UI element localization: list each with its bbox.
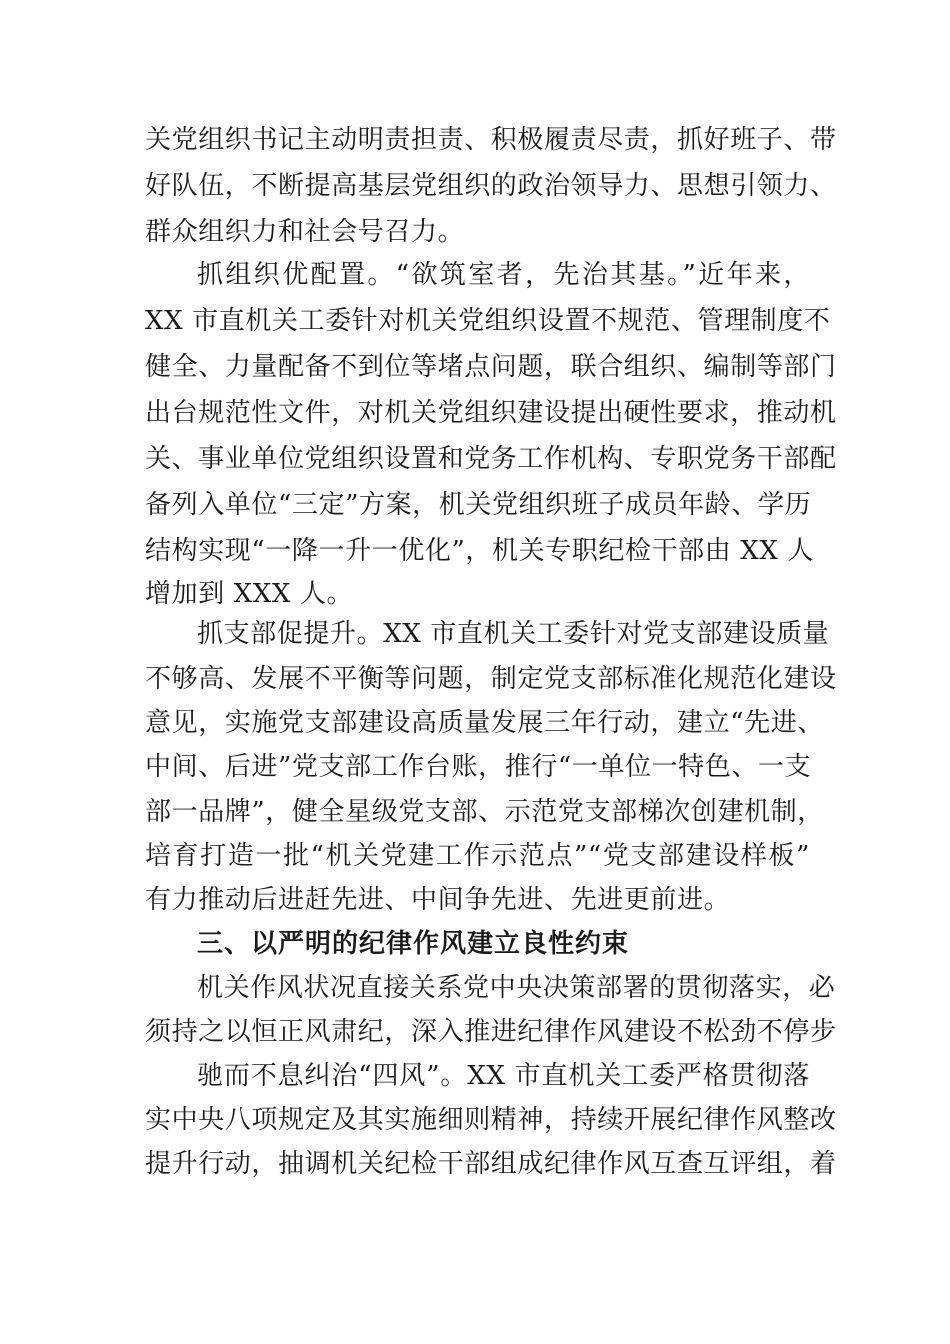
- body-text-line: 健全、力量配备不到位等堵点问题，联合组织、编制等部门: [145, 352, 837, 382]
- body-text-line: 培育打造一批“机关党建工作示范点”“党支部建设样板”: [145, 841, 810, 871]
- body-text-line: 意见，实施党支部建设高质量发展三年行动，建立“先进、: [145, 708, 824, 738]
- paragraph-lead-line: 抓支部促提升。XX 市直机关工委针对党支部建设质量: [197, 619, 830, 649]
- body-text-line: 出台规范性文件，对机关党组织建设提出硬性要求，推动机: [145, 398, 837, 428]
- body-text-line: 好队伍，不断提高基层党组织的政治领导力、思想引领力、: [145, 171, 837, 201]
- body-text-line: 增加到 XXX 人。: [145, 579, 354, 609]
- body-text-line: 结构实现“一降一升一优化”，机关专职纪检干部由 XX 人: [145, 536, 814, 566]
- body-text-line: 备列入单位“三定”方案，机关党组织班子成员年龄、学历: [145, 490, 812, 520]
- body-text-line: 不够高、发展不平衡等问题，制定党支部标准化规范化建设: [145, 664, 837, 694]
- paragraph-lead-line: 驰而不息纠治“四风”。XX 市直机关工委严格贯彻落: [197, 1061, 810, 1091]
- body-text-line: 实中央八项规定及其实施细则精神，持续开展纪律作风整改: [145, 1105, 837, 1135]
- body-text-line: 部一品牌”，健全星级党支部、示范党支部梯次创建机制，: [145, 797, 824, 827]
- section-heading: 三、以严明的纪律作风建立良性约束: [197, 929, 630, 959]
- body-text-line: 有力推动后进赶先进、中间争先进、先进更前进。: [145, 885, 731, 915]
- body-text-line: 群众组织力和社会号召力。: [145, 217, 465, 247]
- paragraph-lead-line: 抓组织优配置。“欲筑室者，先治其基。”近年来，: [197, 260, 810, 290]
- body-text-line: 须持之以恒正风肃纪，深入推进纪律作风建设不松劲不停步: [145, 1017, 837, 1047]
- body-text-line: XX 市直机关工委针对机关党组织设置不规范、管理制度不: [145, 306, 831, 336]
- body-text-line: 关党组织书记主动明责担责、积极履责尽责，抓好班子、带: [145, 125, 837, 155]
- body-text-line: 关、事业单位党组织设置和党务工作机构、专职党务干部配: [145, 444, 837, 474]
- body-text-line: 中间、后进”党支部工作台账，推行“一单位一特色、一支: [145, 752, 812, 782]
- paragraph-lead-line: 机关作风状况直接关系党中央决策部署的贯彻落实，必: [197, 973, 836, 1003]
- body-text-line: 提升行动，抽调机关纪检干部组成纪律作风互查互评组，着: [145, 1149, 837, 1179]
